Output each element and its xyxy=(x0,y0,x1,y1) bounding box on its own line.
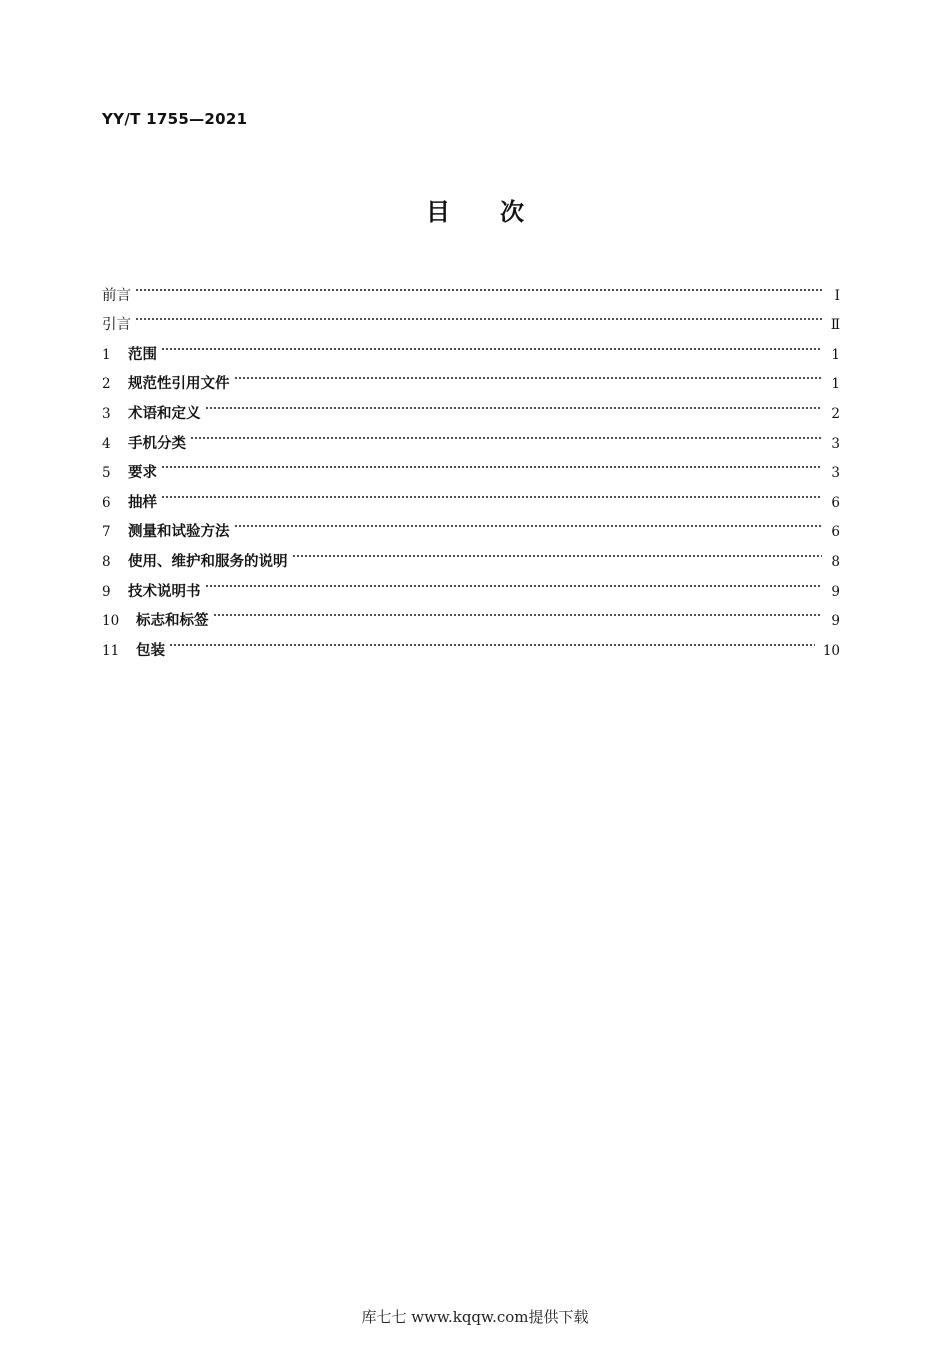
toc-entry-number: 10 xyxy=(102,613,120,630)
toc-entry-page: 9 xyxy=(831,613,840,630)
toc-entry-label: 抽样 xyxy=(128,493,157,511)
toc-leader-dots xyxy=(205,566,823,596)
standard-code: YY/T 1755—2021 xyxy=(102,110,248,128)
toc-entry-number: 11 xyxy=(102,642,120,659)
toc-entry-number: 1 xyxy=(102,346,111,363)
toc-entry-page: 9 xyxy=(831,583,840,600)
toc-leader-dots xyxy=(135,300,822,330)
toc-leader-dots xyxy=(292,536,823,566)
toc-leader-dots xyxy=(190,418,822,448)
toc-entry-number: 5 xyxy=(102,465,111,482)
toc-leader-dots xyxy=(161,477,822,507)
toc-entry-label: 要求 xyxy=(128,464,157,482)
toc-entry-11[interactable] xyxy=(102,625,840,659)
toc-entry-label: 引言 xyxy=(102,317,131,334)
toc-entry-label: 手机分类 xyxy=(128,434,186,452)
toc-entry-2[interactable] xyxy=(102,359,840,393)
toc-entry-page: Ⅱ xyxy=(830,317,840,334)
toc-entry-introduction[interactable] xyxy=(102,300,840,334)
toc-entry-page: 2 xyxy=(831,405,840,422)
toc-entry-page: 3 xyxy=(831,435,840,452)
toc-leader-dots xyxy=(161,448,822,478)
toc-entry-label: 规范性引用文件 xyxy=(128,375,230,393)
footer-watermark: 库七七 www.kqqw.com提供下载 xyxy=(361,1308,589,1326)
toc-leader-dots xyxy=(234,359,823,389)
toc-entry-label: 术语和定义 xyxy=(128,404,201,422)
toc-entry-page: 6 xyxy=(831,494,840,511)
toc-leader-dots xyxy=(135,270,822,300)
toc-entry-number: 2 xyxy=(102,376,111,393)
toc-entry-number: 8 xyxy=(102,553,111,570)
toc-entry-number: 3 xyxy=(102,405,111,422)
toc-entry-page: 6 xyxy=(831,524,840,541)
toc-entry-label: 范围 xyxy=(128,345,157,363)
toc-entry-number: 6 xyxy=(102,494,111,511)
toc-entry-6[interactable] xyxy=(102,477,840,511)
toc-entry-page: Ⅰ xyxy=(834,287,840,304)
toc-entry-label: 使用、维护和服务的说明 xyxy=(128,552,288,570)
toc-entry-10[interactable] xyxy=(102,596,840,630)
toc-entry-page: 3 xyxy=(831,465,840,482)
toc-entry-5[interactable] xyxy=(102,448,840,482)
toc-leader-dots xyxy=(161,329,822,359)
toc-entry-4[interactable] xyxy=(102,418,840,452)
toc-entry-page: 1 xyxy=(831,376,840,393)
toc-entry-page: 8 xyxy=(831,553,840,570)
toc-entry-9[interactable] xyxy=(102,566,840,600)
toc-entry-3[interactable] xyxy=(102,388,840,422)
toc-entry-label: 测量和试验方法 xyxy=(128,523,230,541)
toc-entry-page: 10 xyxy=(822,642,840,659)
toc-leader-dots xyxy=(213,596,823,626)
toc-entry-number: 7 xyxy=(102,524,111,541)
toc-entry-label: 标志和标签 xyxy=(136,612,209,630)
page-title xyxy=(0,192,950,227)
toc-entry-label: 包装 xyxy=(136,641,165,659)
toc-entry-foreword[interactable] xyxy=(102,270,840,304)
toc-entry-7[interactable] xyxy=(102,507,840,541)
toc-leader-dots xyxy=(169,625,815,655)
toc-entry-number: 4 xyxy=(102,435,111,452)
toc-leader-dots xyxy=(205,388,823,418)
toc-entry-page: 1 xyxy=(831,346,840,363)
toc-entry-1[interactable] xyxy=(102,329,840,363)
toc-leader-dots xyxy=(234,507,823,537)
title-char-1: 目 xyxy=(426,198,450,226)
toc-entry-label: 技术说明书 xyxy=(128,582,201,600)
table-of-contents xyxy=(102,270,840,659)
toc-entry-number: 9 xyxy=(102,583,111,600)
title-char-2: 次 xyxy=(500,198,524,226)
toc-entry-label: 前言 xyxy=(102,287,131,304)
